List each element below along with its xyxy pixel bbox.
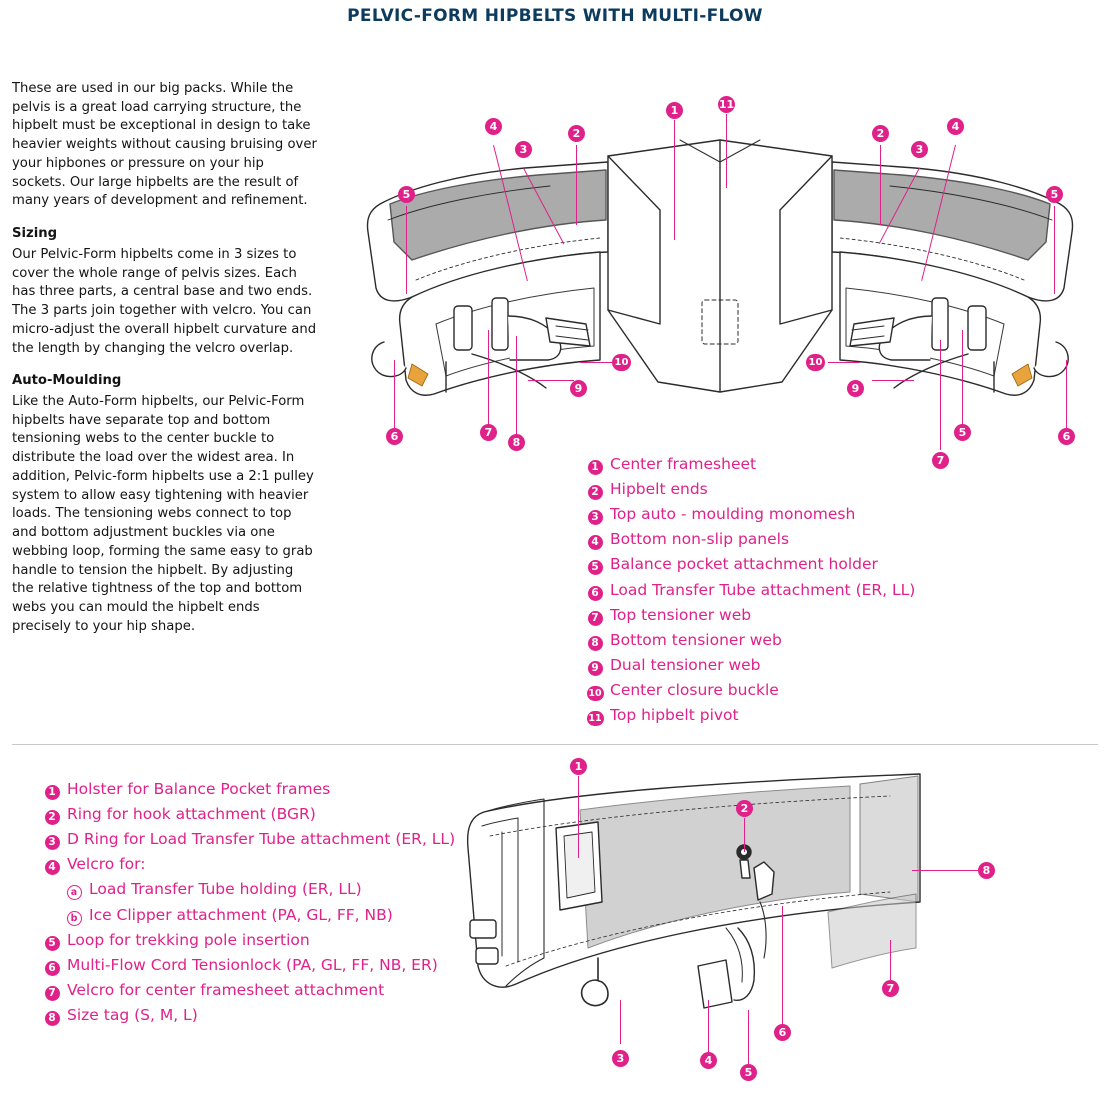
legend-label: Top hipbelt pivot [610,706,739,725]
sizing-paragraph: Our Pelvic-Form hipbelts come in 3 sizes to cover the whole range of pelvis sizes. Each has three parts, a central base and two ends. The 3 parts join together with velcro. You can micro-adjust the overall hipbelt curvature and the length by changing the velcro overlap. [12,246,317,356]
legend-badge: 8 [42,1003,62,1028]
legend-badge: 7 [42,978,62,1003]
leader-line [674,120,675,240]
marker-2-ring-hook: 2 [736,800,753,817]
marker-3-monomesh-left: 3 [515,141,532,158]
marker-6-load-transfer-right: 6 [1058,428,1075,445]
marker-5-balance-pocket-right: 5 [1046,186,1063,203]
legend-item [585,452,915,477]
legend-label: Size tag (S, M, L) [67,1005,198,1024]
legend-item [42,953,455,978]
legend-label: Hipbelt ends [610,480,708,499]
page-title: PELVIC-FORM HIPBELTS WITH MULTI-FLOW [347,6,763,26]
legend-item [585,578,915,603]
leader-line [620,1000,621,1044]
legend-item [42,802,455,827]
legend-badge: 4 [585,527,605,552]
leader-line [708,1000,709,1054]
legend-badge: 6 [585,578,605,603]
leader-line [1054,206,1055,294]
legend-label: Velcro for center framesheet attachment [67,980,385,999]
legend-label: Velcro for: [67,855,146,874]
legend-badge: 2 [585,477,605,502]
legend-badge: 7 [585,603,605,628]
automoulding-paragraph: Like the Auto-Form hipbelts, our Pelvic-Form hipbelts have separate top and bottom tensioning webs to the center buckle to distribute the load over the widest area. In addition, Pelvic-form hipbelts use a 2:1 pulley system to allow easy tightening with heavier loads. The tensioning webs connect to top and bottom adjustment buckles via one webbing loop, forming the same easy to grab handle to tension the hipbelt. By adjusting the relative tightness of the top and bottom webs you can mould the hipbelt ends precisely to your hip shape. [12,394,314,634]
leader-line [394,360,395,430]
marker-1-holster: 1 [570,758,587,775]
marker-10-center-buckle-left: 10 [612,354,631,371]
legend-item [585,527,915,552]
leader-line [890,940,891,982]
legend-label: Center closure buckle [610,680,779,699]
marker-5-trekking-pole-loop: 5 [740,1064,757,1081]
marker-1-center-framesheet: 1 [666,102,683,119]
marker-11-top-hipbelt-pivot: 11 [718,98,735,111]
legend-badge: 5 [585,552,605,577]
legend-label: Center framesheet [610,455,757,473]
marker-2-hipbelt-ends-right: 2 [872,125,889,142]
marker-4-velcro: 4 [700,1052,717,1069]
legend-badge: 11 [588,713,602,725]
legend-badge: 2 [42,802,62,827]
leader-line [576,145,577,225]
marker-5-balance-pocket-left: 5 [398,186,415,203]
leader-line [962,330,963,426]
legend-label: Top tensioner web [610,605,752,624]
legend-label: Dual tensioner web [610,655,761,674]
legend-item [585,628,915,653]
marker-7-top-tensioner-left: 7 [480,424,497,441]
leader-line [578,776,579,858]
leader-line [912,870,978,871]
legend-label: Multi-Flow Cord Tensionlock (PA, GL, FF, NB, ER) [67,955,438,974]
marker-7-velcro-framesheet: 7 [882,980,899,997]
leader-line [872,380,914,381]
leader-line [488,330,489,426]
leader-line [528,380,574,381]
leader-line [940,340,941,450]
marker-8-size-tag: 8 [978,862,995,879]
legend-item [585,653,915,678]
leader-line [744,818,745,852]
marker-9-dual-tensioner-left: 9 [570,380,587,397]
marker-10-center-buckle-right: 10 [806,354,825,371]
intro-paragraph: These are used in our big packs. While the pelvis is a great load carrying structure, the hipbelt must be exceptional in design to take heavier weights without causing bruising over your hipbones or pressure on your hip sockets. Our large hipbelts are the result of many years of development and refinement. [12,81,317,209]
marker-8-bottom-tensioner: 8 [508,434,525,451]
legend-badge: 3 [42,827,62,852]
legend-item [42,877,455,902]
marker-5-balance-pocket-lower-right: 5 [954,424,971,441]
marker-7-top-tensioner-right: 7 [932,452,949,469]
leader-line [880,145,881,225]
leader-line [726,114,727,188]
marker-4-non-slip-left: 4 [485,118,502,135]
legend-item [42,1003,455,1028]
leader-line [782,906,783,1026]
legend-item [585,552,915,577]
marker-9-dual-tensioner-right: 9 [847,380,864,397]
automoulding-heading: Auto-Moulding [12,373,122,389]
legend-badge: 1 [585,452,605,477]
legend-top [585,452,915,728]
legend-label: Top auto - moulding monomesh [610,505,856,524]
legend-label: Ice Clipper attachment (PA, GL, FF, NB) [89,905,393,924]
hipbelt-front-illustration [350,92,1090,462]
legend-label: Load Transfer Tube holding (ER, LL) [89,880,362,899]
legend-badge: 1 [42,777,62,802]
legend-bottom [42,777,455,1028]
legend-item [42,852,455,877]
legend-label: Bottom non-slip panels [610,530,790,549]
sizing-heading: Sizing [12,226,58,242]
legend-label: Loop for trekking pole insertion [67,930,310,949]
legend-label: Bottom tensioner web [610,630,782,649]
legend-label: Holster for Balance Pocket frames [67,780,331,798]
leader-line [748,1010,749,1064]
legend-item [585,502,915,527]
marker-4-non-slip-right: 4 [947,118,964,135]
leader-line [1066,360,1067,430]
legend-item [585,703,915,728]
leader-line [580,362,614,363]
legend-item [42,903,455,928]
legend-item [585,678,915,703]
hipbelt-inside-illustration [420,752,950,1052]
legend-item [42,777,455,802]
marker-2-hipbelt-ends-left: 2 [568,125,585,142]
legend-label: D Ring for Load Transfer Tube attachment (ER, LL) [67,830,456,849]
legend-badge: 4 [42,852,62,877]
legend-badge: 5 [42,928,62,953]
legend-item [585,477,915,502]
marker-3-d-ring: 3 [612,1050,629,1067]
legend-item [42,928,455,953]
legend-badge: 9 [585,653,605,678]
legend-item [42,978,455,1003]
leader-line [828,362,860,363]
legend-badge: 6 [42,953,62,978]
legend-badge: 8 [585,628,605,653]
legend-label: Ring for hook attachment (BGR) [67,805,316,824]
legend-badge: b [64,903,84,928]
legend-label: Load Transfer Tube attachment (ER, LL) [610,580,916,599]
legend-label: Balance pocket attachment holder [610,555,878,574]
leader-line [516,336,517,436]
section-divider [12,744,1098,745]
leader-line [406,206,407,294]
legend-item [585,603,915,628]
marker-3-monomesh-right: 3 [911,141,928,158]
marker-6-load-transfer-left: 6 [386,428,403,445]
left-text-column [12,80,318,651]
legend-item [42,827,455,852]
marker-6-cord-tensionlock: 6 [774,1024,791,1041]
legend-badge: 3 [585,502,605,527]
legend-badge: a [64,877,84,902]
legend-badge: 10 [588,687,602,699]
